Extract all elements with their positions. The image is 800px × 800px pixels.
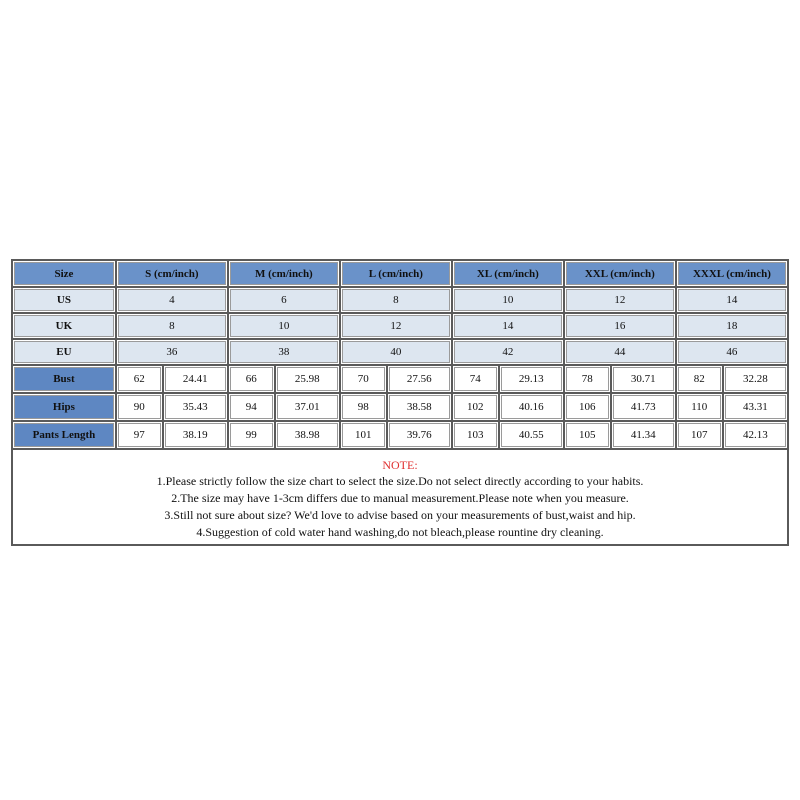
note-line-4: 4.Suggestion of cold water hand washing,do not bleach,please rountine dry cleaning.	[196, 525, 604, 539]
inch-cell: 30.71	[612, 366, 677, 394]
inch-cell: 27.56	[388, 366, 453, 394]
inch-cell: 38.58	[388, 394, 453, 422]
row-label: EU	[13, 340, 117, 366]
cm-cell: 66	[229, 366, 276, 394]
header-cell-size: Size	[13, 261, 117, 288]
measure-row-bust	[13, 366, 789, 394]
table-cell: 42	[453, 340, 565, 366]
cm-cell: 107	[677, 422, 724, 450]
header-cell-s: S (cm/inch)	[117, 261, 229, 288]
cm-cell: 70	[341, 366, 388, 394]
size-table-body	[13, 261, 789, 450]
cm-cell: 82	[677, 366, 724, 394]
table-cell: 10	[453, 288, 565, 314]
cm-cell: 102	[453, 394, 500, 422]
table-cell: 14	[453, 314, 565, 340]
size-table	[11, 259, 789, 450]
size-row-us	[13, 288, 789, 314]
cm-cell: 90	[117, 394, 164, 422]
table-cell: 38	[229, 340, 341, 366]
table-cell: 40	[341, 340, 453, 366]
row-label: US	[13, 288, 117, 314]
table-cell: 18	[677, 314, 789, 340]
table-cell: 14	[677, 288, 789, 314]
table-cell: 46	[677, 340, 789, 366]
measure-row-pants-length	[13, 422, 789, 450]
cm-cell: 97	[117, 422, 164, 450]
inch-cell: 38.19	[164, 422, 229, 450]
inch-cell: 43.31	[724, 394, 789, 422]
inch-cell: 25.98	[276, 366, 341, 394]
inch-cell: 42.13	[724, 422, 789, 450]
inch-cell: 35.43	[164, 394, 229, 422]
cm-cell: 99	[229, 422, 276, 450]
table-cell: 44	[565, 340, 677, 366]
inch-cell: 32.28	[724, 366, 789, 394]
row-label: Bust	[13, 366, 117, 394]
table-cell: 36	[117, 340, 229, 366]
inch-cell: 37.01	[276, 394, 341, 422]
cm-cell: 62	[117, 366, 164, 394]
inch-cell: 39.76	[388, 422, 453, 450]
table-cell: 6	[229, 288, 341, 314]
size-row-eu	[13, 340, 789, 366]
inch-cell: 40.16	[500, 394, 565, 422]
inch-cell: 41.73	[612, 394, 677, 422]
note-line-3: 3.Still not sure about size? We'd love to advise based on your measurements of bust,waist and hip.	[164, 508, 636, 522]
measure-row-hips	[13, 394, 789, 422]
cm-cell: 106	[565, 394, 612, 422]
cm-cell: 110	[677, 394, 724, 422]
inch-cell: 40.55	[500, 422, 565, 450]
cm-cell: 105	[565, 422, 612, 450]
row-label: UK	[13, 314, 117, 340]
table-cell: 8	[117, 314, 229, 340]
inch-cell: 24.41	[164, 366, 229, 394]
cm-cell: 101	[341, 422, 388, 450]
note-box	[11, 450, 789, 546]
size-row-uk	[13, 314, 789, 340]
inch-cell: 41.34	[612, 422, 677, 450]
inch-cell: 38.98	[276, 422, 341, 450]
table-cell: 10	[229, 314, 341, 340]
cm-cell: 103	[453, 422, 500, 450]
note-title: NOTE:	[382, 458, 418, 472]
note-line-2: 2.The size may have 1-3cm differs due to manual measurement.Please note when you measure.	[171, 491, 629, 505]
header-cell-xxl: XXL (cm/inch)	[565, 261, 677, 288]
inch-cell: 29.13	[500, 366, 565, 394]
cm-cell: 98	[341, 394, 388, 422]
table-cell: 12	[341, 314, 453, 340]
header-cell-xxxl: XXXL (cm/inch)	[677, 261, 789, 288]
cm-cell: 94	[229, 394, 276, 422]
table-cell: 16	[565, 314, 677, 340]
size-chart	[11, 259, 789, 540]
row-label: Hips	[13, 394, 117, 422]
header-cell-m: M (cm/inch)	[229, 261, 341, 288]
table-cell: 12	[565, 288, 677, 314]
header-cell-xl: XL (cm/inch)	[453, 261, 565, 288]
table-cell: 4	[117, 288, 229, 314]
header-cell-l: L (cm/inch)	[341, 261, 453, 288]
note-line-1: 1.Please strictly follow the size chart to select the size.Do not select directly according to your habits.	[156, 474, 644, 488]
cm-cell: 74	[453, 366, 500, 394]
table-cell: 8	[341, 288, 453, 314]
header-row	[13, 261, 789, 288]
row-label: Pants Length	[13, 422, 117, 450]
cm-cell: 78	[565, 366, 612, 394]
